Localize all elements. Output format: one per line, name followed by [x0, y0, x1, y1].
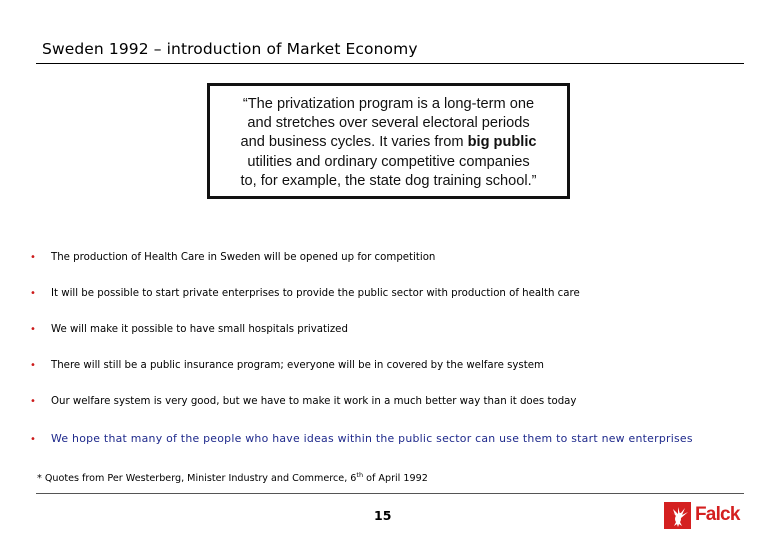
bullet-item: • It will be possible to start private enterprises to provide the public sector with production of health care: [30, 288, 580, 299]
slide-title: Sweden 1992 – introduction of Market Economy: [42, 40, 418, 58]
quote-line: to, for example, the state dog training school.”: [240, 172, 537, 189]
page-number: 15: [374, 508, 392, 523]
bullet-dot: •: [30, 252, 36, 263]
logo-wordmark: Falck: [695, 504, 740, 525]
quote-line: and business cycles. It varies from big public: [240, 134, 537, 151]
bullet-item: • There will still be a public insurance program; everyone will be in covered by the welfare system: [30, 360, 544, 371]
quote-line: “The privatization program is a long-term one: [242, 96, 535, 112]
falck-logo: [664, 502, 744, 530]
bullet-dot: •: [30, 288, 36, 299]
footer-rule: [36, 493, 744, 494]
bullet-dot: •: [30, 324, 36, 335]
footnote: * Quotes from Per Westerberg, Minister Industry and Commerce, 6th of April 1992: [37, 471, 428, 485]
bullet-item: • We will make it possible to have small hospitals privatized: [30, 324, 348, 335]
bullet-item: • The production of Health Care in Sweden will be opened up for competition: [30, 252, 436, 263]
quote-line: utilities and ordinary competitive companies: [247, 153, 530, 170]
bullet-item: • Our welfare system is very good, but we have to make it work in a much better way than it does today: [30, 396, 577, 407]
eagle-icon: [664, 502, 691, 529]
bullet-dot: •: [30, 396, 36, 407]
quote-line: and stretches over several electoral periods: [247, 115, 530, 132]
quote-box: [207, 83, 570, 199]
bullet-item-highlight: • We hope that many of the people who have ideas within the public sector can use them to start new enterprises: [30, 432, 693, 445]
title-rule: [36, 63, 744, 64]
bullet-dot: •: [30, 360, 36, 371]
bullet-dot: •: [30, 434, 36, 445]
